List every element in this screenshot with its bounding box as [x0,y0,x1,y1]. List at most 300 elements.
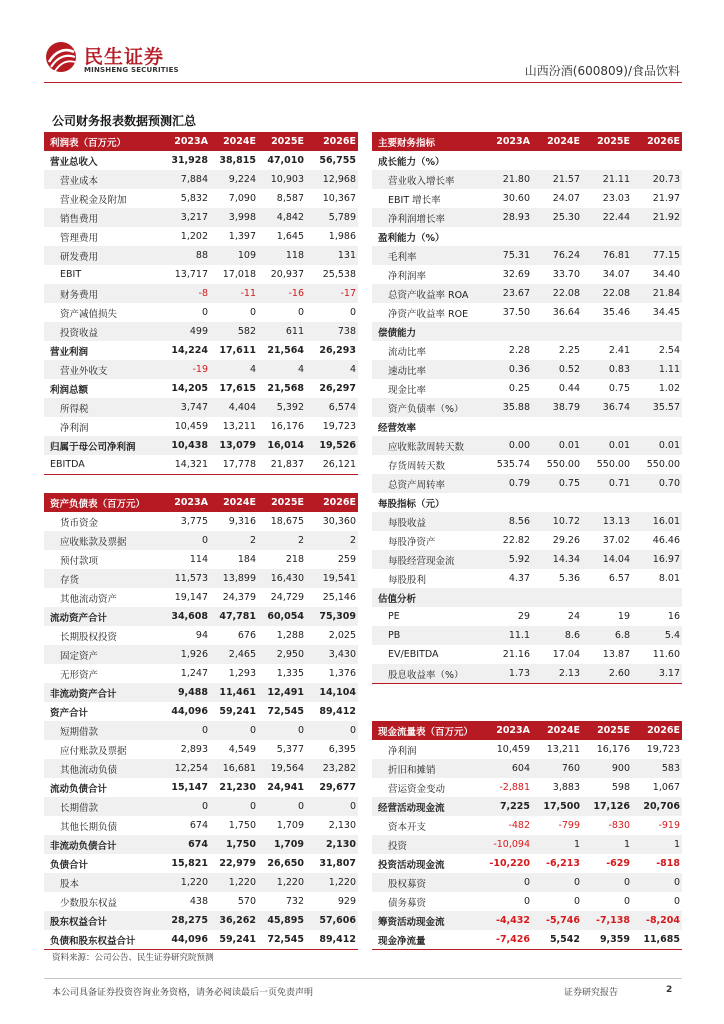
table-row [44,854,358,873]
value-cell: 19,564 [258,759,306,778]
value-cell: 21,837 [258,455,306,475]
income-statement-table [44,132,358,475]
year-header-cell: 2024E [210,132,258,151]
row-label: 营业总收入 [50,156,98,168]
value-cell: 36.64 [552,307,580,318]
value-cell: 2 [258,531,306,550]
row-label: 投资收益 [44,322,162,341]
value-cell: 14,321 [162,455,210,475]
value-cell: 22.08 [582,284,632,303]
table-row [44,835,358,854]
value-cell: 21,568 [267,383,304,394]
data-source-note: 资料来源：公司公告、民生证券研究院预测 [52,953,214,963]
value-cell: 550.00 [596,459,630,470]
table-row [372,835,682,854]
value-cell: 5.36 [558,573,580,584]
value-cell: 35.57 [632,398,682,417]
value-cell: 12,491 [258,683,306,702]
row-label: 负债合计 [50,859,89,871]
table-row [372,151,682,170]
value-cell: 604 [482,759,532,778]
value-cell: 0 [306,797,358,816]
value-cell: 1,220 [210,873,258,892]
value-cell: 34,608 [162,607,210,626]
value-cell: 47,781 [210,607,258,626]
value-cell [482,322,532,341]
value-cell: 0 [349,307,356,318]
value-cell [582,151,632,170]
value-cell: 32.69 [502,269,530,280]
row-label: 资本开支 [388,821,427,833]
value-cell: 611 [258,322,306,341]
value-cell: 17.04 [552,649,580,660]
value-cell: 1,750 [228,820,256,831]
table-row [44,721,358,740]
value-cell [532,417,582,436]
row-label: EBITDA [44,455,162,475]
value-cell [482,588,532,607]
value-cell: 11,685 [632,930,682,950]
value-cell [532,322,582,341]
value-cell: -830 [608,820,630,831]
year-header-cell: 2023A [162,493,210,512]
value-cell: 35.46 [602,307,630,318]
table-row [372,398,682,417]
value-cell: 3,775 [180,516,208,527]
value-cell: 19,147 [174,592,208,603]
value-cell: 20,706 [632,797,682,816]
value-cell: -11 [210,284,258,303]
value-cell: 2.28 [508,345,530,356]
row-label: 股本 [44,873,162,892]
value-cell: 13,899 [210,569,258,588]
value-cell: 131 [306,246,358,265]
value-cell: -16 [258,284,306,303]
value-cell: 7,225 [482,797,532,816]
value-cell: 1,926 [162,645,210,664]
table-row [44,512,358,531]
value-cell: 535.74 [496,459,530,470]
table-row [44,607,358,626]
company-logo [44,40,204,80]
table-row [44,664,358,683]
value-cell: 88 [162,246,210,265]
row-label: 营业外收支 [44,360,162,379]
value-cell [482,493,532,512]
value-cell: 9,488 [162,683,210,702]
row-label: 总资产收益率 ROA [372,284,482,303]
row-label: 资产减值损失 [60,308,118,320]
value-cell: 0 [482,873,532,892]
value-cell: 118 [258,246,306,265]
table-row [44,531,358,550]
row-label: 非流动负债合计 [44,835,162,854]
value-cell: -8 [162,284,210,303]
value-cell: 31,807 [319,858,356,869]
row-label: 每股股利 [388,574,427,586]
value-cell: 0 [573,896,580,907]
value-cell: 13,079 [210,436,258,455]
value-cell [482,417,532,436]
year-header-cell: 2025E [258,493,306,512]
value-cell: 1,986 [328,231,356,242]
value-cell: 35.88 [482,398,532,417]
value-cell: 1,645 [276,231,304,242]
value-cell: 46.46 [652,535,680,546]
table-row [372,569,682,588]
value-cell: 5,789 [306,208,358,227]
table-row [44,151,358,170]
value-cell: -5,746 [532,911,582,930]
value-cell [482,151,532,170]
value-cell: 582 [210,322,258,341]
year-header-cell: 2025E [582,721,632,740]
value-cell: 22.44 [582,208,632,227]
value-cell [632,493,682,512]
value-cell: 4.37 [508,573,530,584]
financial-ratios-table [372,132,682,684]
value-cell: 0 [623,896,630,907]
value-cell: 7,884 [162,170,210,189]
value-cell: 10,438 [162,436,210,455]
value-cell: 1,220 [306,873,358,892]
row-label: 净利润 [388,745,417,757]
row-label: 财务费用 [44,284,162,303]
value-cell: 2,130 [306,835,358,854]
value-cell: 3,217 [162,208,210,227]
value-cell: 11.60 [652,649,680,660]
row-label: 营业税金及附加 [60,194,127,206]
value-cell: 598 [611,782,630,793]
value-cell: 4 [258,360,306,379]
value-cell: 5.4 [632,626,682,645]
value-cell: -799 [558,820,580,831]
table-row [372,227,682,246]
value-cell: 0 [673,896,680,907]
value-cell [632,322,682,341]
value-cell: 0.44 [558,383,580,394]
table-row [372,170,682,189]
row-label: 其他流动资产 [60,593,118,605]
value-cell: 8.01 [658,573,680,584]
value-cell: 0.79 [482,474,532,493]
table-row [372,588,682,607]
value-cell: 14.34 [532,550,582,569]
value-cell: 34.45 [652,307,680,318]
value-cell: 20.73 [632,170,682,189]
value-cell: 37.50 [502,307,530,318]
value-cell: 9,359 [582,930,632,950]
value-cell: 2,893 [180,744,208,755]
row-label: EBIT [60,269,82,280]
value-cell: 738 [306,322,358,341]
row-label: 净利润 [60,422,89,434]
table-row [372,531,682,550]
value-cell: 19,723 [646,744,680,755]
row-label: 归属于母公司净利润 [44,436,162,455]
value-cell: 76.81 [582,246,632,265]
row-label: 投资活动现金流 [378,859,445,871]
value-cell: -629 [606,858,630,869]
value-cell: 2 [210,531,258,550]
value-cell: 0.00 [482,436,532,455]
value-cell: 19 [617,611,630,622]
table-row [372,322,682,341]
value-cell: 1,202 [180,231,208,242]
value-cell: 10,903 [258,170,306,189]
value-cell: 28,275 [162,911,210,930]
value-cell [582,417,632,436]
value-cell: 5.92 [482,550,532,569]
table-row [372,759,682,778]
value-cell: 1,067 [652,782,680,793]
row-label: 应收账款及票据 [44,531,162,550]
value-cell: 12,254 [162,759,210,778]
value-cell [582,322,632,341]
value-cell: 0.71 [582,474,632,493]
value-cell: 3,883 [552,782,580,793]
value-cell: 57,606 [306,911,358,930]
value-cell: 0 [532,873,582,892]
table-row [44,759,358,778]
value-cell: 1,293 [228,668,256,679]
row-label: 估值分析 [372,588,482,607]
table-row [372,265,682,284]
value-cell: -482 [508,820,530,831]
value-cell: 929 [337,896,356,907]
footer-divider [44,978,682,979]
table-row [44,683,358,702]
logo-text-cn: 民生证券 [84,46,165,68]
value-cell: -818 [656,858,680,869]
row-label: 投资 [372,835,482,854]
value-cell: 5,392 [258,398,306,417]
table-row [44,588,358,607]
value-cell: 22.82 [502,535,530,546]
value-cell: 11.1 [482,626,532,645]
row-label: 利润总额 [50,384,89,396]
row-label: 成长能力（%） [378,156,445,168]
table-row [44,569,358,588]
page-number: 2 [666,985,673,995]
value-cell: 218 [285,554,304,565]
value-cell: 56,755 [319,155,356,166]
value-cell: 184 [237,554,256,565]
value-cell: 732 [285,896,304,907]
value-cell: 1 [632,835,682,854]
row-label: 非流动资产合计 [44,683,162,702]
value-cell: 8,587 [276,193,304,204]
value-cell: 17,615 [219,383,256,394]
table-row [44,702,358,721]
value-cell: 22,979 [219,858,256,869]
value-cell: 24,941 [267,782,304,793]
table-row [44,246,358,265]
row-label: 固定资产 [44,645,162,664]
row-label: 长期借款 [44,797,162,816]
table-row [44,740,358,759]
value-cell: 3,747 [162,398,210,417]
value-cell: -10,094 [482,835,532,854]
row-label: 预付款项 [60,555,99,567]
value-cell: 21.16 [502,649,530,660]
row-label: EV/EBITDA [388,649,439,660]
value-cell: 0.01 [582,436,632,455]
table-row [372,930,682,950]
value-cell: 25,538 [322,269,356,280]
value-cell: 59,241 [210,930,258,950]
row-label: 营业收入增长率 [372,170,482,189]
value-cell: 0 [162,531,210,550]
value-cell: 21.80 [482,170,532,189]
row-label: 研发费用 [44,246,162,265]
value-cell: 75.31 [482,246,532,265]
value-cell: 89,412 [306,930,358,950]
value-cell: 0 [582,873,632,892]
value-cell: 34.40 [652,269,680,280]
table-row [372,493,682,512]
table-header-row [372,721,682,740]
value-cell: 0 [249,307,256,318]
value-cell: 2.54 [658,345,680,356]
value-cell: 2,465 [210,645,258,664]
table-row [44,626,358,645]
value-cell: 10.72 [532,512,582,531]
value-cell: 10,459 [174,421,208,432]
row-label: 偿债能力 [372,322,482,341]
table-row [372,303,682,322]
value-cell: 5,542 [532,930,582,950]
table-row [44,892,358,911]
value-cell: 0.01 [532,436,582,455]
value-cell: 17,500 [532,797,582,816]
table-row [44,455,358,475]
value-cell: 1 [582,835,632,854]
value-cell: 550.00 [546,459,580,470]
row-label: 净利润率 [388,270,427,282]
row-label: 少数股东权益 [60,897,118,909]
value-cell: 33.70 [552,269,580,280]
value-cell: 7,090 [228,193,256,204]
row-label: 流动比率 [388,346,427,358]
value-cell: 1.73 [482,664,532,684]
row-label: 流动资产合计 [44,607,162,626]
value-cell: 5,832 [180,193,208,204]
value-cell: 0.01 [632,436,682,455]
value-cell: 2,950 [258,645,306,664]
value-cell [532,227,582,246]
value-cell: -919 [658,820,680,831]
value-cell [632,417,682,436]
table-row [372,873,682,892]
value-cell: 0 [210,721,258,740]
table-row [372,208,682,227]
value-cell: 0.83 [582,360,632,379]
value-cell: 21,564 [267,345,304,356]
row-label: 流动负债合计 [50,783,108,795]
value-cell: 0 [210,797,258,816]
value-cell: 44,096 [162,930,210,950]
value-cell: 14.04 [582,550,632,569]
value-cell: 1.11 [632,360,682,379]
value-cell: 29.26 [552,535,580,546]
table-row [372,246,682,265]
value-cell: 19,723 [322,421,356,432]
value-cell: 8.56 [482,512,532,531]
value-cell: 94 [195,630,208,641]
row-label: 应付账款及票据 [60,745,127,757]
table-row [44,227,358,246]
table-row [44,265,358,284]
table-row [44,170,358,189]
row-label: 股东权益合计 [44,911,162,930]
table-row [372,284,682,303]
value-cell: 1,709 [276,820,304,831]
header-divider [44,82,682,83]
row-label: 资产负债率（%） [372,398,482,417]
value-cell: -19 [162,360,210,379]
row-label: 股权募资 [372,873,482,892]
row-label: 管理费用 [60,232,99,244]
value-cell: 0.25 [508,383,530,394]
value-cell: 12,968 [306,170,358,189]
value-cell: 1,709 [258,835,306,854]
row-label: 筹资活动现金流 [372,911,482,930]
row-label: 其他长期负债 [60,821,118,833]
value-cell: 15,821 [171,858,208,869]
row-label: 每股收益 [372,512,482,531]
table-row [44,341,358,360]
value-cell: 1,220 [162,873,210,892]
section-title: 公司财务报表数据预测汇总 [52,114,197,128]
value-cell: 17,611 [219,345,256,356]
table-row [372,474,682,493]
table-header-row [44,493,358,512]
row-label: 长期股权投资 [60,631,118,643]
value-cell: 13,717 [174,269,208,280]
value-cell: 2,130 [328,820,356,831]
value-cell: 0 [306,721,358,740]
row-label: 货币资金 [60,517,99,529]
value-cell: 2.41 [608,345,630,356]
row-label: 净利润增长率 [372,208,482,227]
value-cell: 1,220 [258,873,306,892]
value-cell: 16.01 [632,512,682,531]
value-cell: 0 [258,721,306,740]
value-cell: 0.52 [532,360,582,379]
value-cell: 2.60 [582,664,632,684]
table-row [44,208,358,227]
value-cell: 24,729 [270,592,304,603]
value-cell: 21.92 [632,208,682,227]
row-label: 每股经营现金流 [372,550,482,569]
table-header-row [372,132,682,151]
value-cell: 3.17 [632,664,682,684]
table-row [44,778,358,797]
value-cell: 76.24 [532,246,582,265]
value-cell: 25.30 [532,208,582,227]
row-label: 应收账款周转天数 [372,436,482,455]
value-cell: 13,211 [546,744,580,755]
value-cell: 17,018 [222,269,256,280]
value-cell: 21.57 [532,170,582,189]
value-cell [632,151,682,170]
value-cell: 499 [162,322,210,341]
value-cell: 23.03 [602,193,630,204]
value-cell: 16,176 [270,421,304,432]
value-cell: 30,360 [322,516,356,527]
year-header-cell: 2026E [632,721,682,740]
